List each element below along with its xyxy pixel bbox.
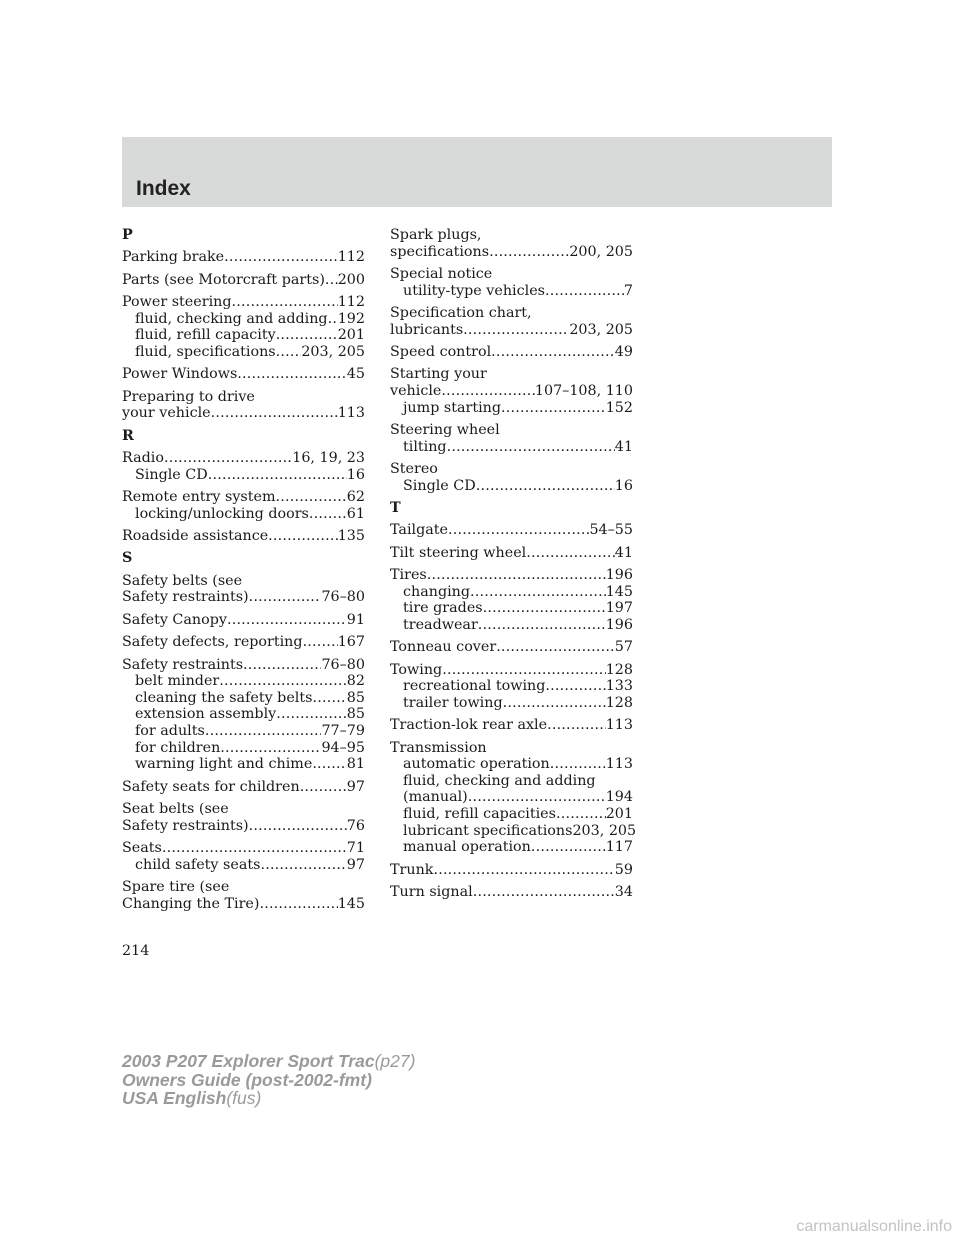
page-reference: 97: [346, 856, 365, 873]
entry-text: for adults: [135, 723, 205, 739]
index-entry-line: [122, 879, 365, 896]
page-reference: 203, 205: [569, 321, 633, 338]
page-reference: 135: [337, 528, 365, 545]
dot-leader: [312, 756, 346, 773]
index-entry-line: [390, 322, 633, 339]
index-entry-line: [390, 461, 633, 478]
page-reference: 16: [614, 477, 633, 494]
page-reference: 203, 205: [572, 822, 637, 839]
dot-leader: [208, 467, 347, 484]
index-entry-line: [390, 522, 633, 539]
page-reference: 81: [346, 756, 365, 773]
dot-leader: [489, 244, 569, 261]
index-entry-line: [122, 489, 365, 506]
page-reference: 57: [614, 639, 633, 656]
page-number: 214: [122, 943, 150, 959]
index-subentry: [390, 400, 633, 417]
index-entry: [390, 344, 633, 361]
index-entry-line: [390, 366, 633, 383]
page-reference: 201: [337, 327, 365, 344]
entry-text: Safety belts (see: [122, 572, 243, 589]
entry-text: lubricant specifications: [403, 822, 573, 839]
entry-text: fluid, refill capacity: [135, 327, 276, 344]
page-reference: 7: [623, 282, 633, 299]
entry-text: fluid, checking and adding: [403, 772, 596, 789]
index-entry-line: [390, 422, 633, 439]
page-reference: 82: [346, 673, 365, 690]
entry-text: Speed control: [390, 343, 492, 360]
index-entry: [390, 545, 633, 562]
entry-text: tilting: [403, 438, 447, 455]
section-letter: S: [122, 550, 133, 567]
dot-leader: [224, 249, 338, 266]
entry-text: Roadside assistance: [122, 528, 269, 545]
index-subentry: [390, 439, 633, 456]
index-entry: [122, 249, 365, 266]
index-subentry: [122, 673, 365, 690]
index-entry-line: [122, 294, 365, 311]
page-reference: 196: [605, 567, 633, 584]
page-reference: 152: [605, 399, 633, 416]
entry-text: Power Windows: [122, 366, 238, 383]
index-entry: [122, 657, 365, 773]
index-subentry: [122, 740, 365, 757]
index-entry: [390, 567, 633, 633]
dot-leader: [545, 678, 605, 695]
entry-text: Single CD: [135, 466, 208, 483]
index-entry: [122, 573, 365, 606]
entry-text: Spare tire (see: [122, 878, 230, 895]
entry-text: Specification chart,: [390, 304, 532, 321]
entry-text: Transmission: [390, 739, 487, 756]
page-reference: 85: [346, 706, 365, 723]
dot-leader: [547, 717, 606, 734]
page-reference: 76–80: [321, 589, 365, 606]
index-entry: [390, 366, 633, 416]
dot-leader: [325, 272, 338, 289]
footer-model: 2003 P207 Explorer Sport Trac: [122, 1051, 375, 1071]
index-subentry: [390, 283, 633, 300]
index-entry: [390, 739, 637, 856]
dot-leader: [501, 400, 606, 417]
index-entry-line: [390, 740, 633, 757]
dot-leader: [447, 439, 615, 456]
entry-text: automatic operation: [403, 756, 550, 773]
entry-text: Safety defects, reporting: [122, 634, 303, 651]
page-reference: 34: [614, 883, 633, 900]
entry-text: Safety Canopy: [122, 611, 227, 628]
dot-leader: [164, 450, 292, 467]
entry-text: fluid, specifications: [135, 343, 276, 360]
index-subentry: [390, 600, 633, 617]
dot-leader: [243, 657, 321, 674]
index-subentry: [122, 344, 365, 361]
entry-text: fluid, checking and adding: [135, 310, 328, 327]
index-subentry: [122, 756, 365, 773]
page-reference: 94–95: [321, 739, 365, 756]
index-entry: [122, 489, 365, 522]
section-letter: R: [122, 427, 134, 444]
dot-leader: [478, 617, 606, 634]
index-entry: [122, 389, 365, 422]
page-reference: 113: [337, 405, 365, 422]
entry-text: treadwear: [403, 616, 478, 633]
page-reference: 76: [346, 817, 365, 834]
page-reference: 71: [346, 839, 365, 856]
footer-model-code: (p27): [374, 1051, 416, 1071]
entry-text: Turn signal: [390, 883, 473, 900]
index-subentry: [122, 723, 365, 740]
dot-leader: [556, 806, 606, 823]
index-entry: [122, 272, 365, 289]
entry-text: Single CD: [403, 477, 476, 494]
index-entry-line: [122, 272, 365, 289]
index-entry-line: [390, 662, 633, 679]
index-subentry: [390, 678, 633, 695]
page-reference: 113: [605, 756, 633, 773]
index-entry-line: [390, 383, 633, 400]
index-entry-line: [122, 801, 365, 818]
entry-text: belt minder: [135, 673, 220, 690]
entry-text: Tires: [390, 567, 427, 584]
index-entry-line: [122, 528, 365, 545]
index-entry: [390, 461, 633, 494]
index-entry-line: [122, 818, 365, 835]
entry-text: Trunk: [390, 861, 434, 878]
dot-leader: [237, 366, 347, 383]
dot-leader: [427, 567, 606, 584]
entry-text: lubricants: [390, 321, 464, 338]
footer: [122, 1052, 415, 1108]
index-entry: [122, 801, 365, 834]
index-entry-line: [122, 634, 365, 651]
index-entry-line: [122, 896, 365, 913]
index-subentry: [390, 756, 633, 773]
page-reference: 41: [614, 544, 633, 561]
index-subentry: [122, 467, 365, 484]
entry-text: Spark plugs,: [390, 227, 482, 243]
index-entry: [122, 528, 365, 545]
section-letter: T: [390, 499, 401, 516]
entry-text: Parking brake: [122, 249, 225, 266]
entry-text: specifications: [390, 243, 490, 260]
dot-leader: [260, 857, 346, 874]
entry-text: Tailgate: [390, 522, 448, 539]
footer-line-3: [122, 1089, 415, 1108]
entry-text: Safety restraints): [122, 589, 249, 606]
dot-leader: [550, 756, 606, 773]
index-entry-line: [390, 639, 633, 656]
footer-language: USA English: [122, 1088, 227, 1109]
section-letter: P: [122, 227, 133, 243]
page-reference: 16: [346, 466, 365, 483]
dot-leader: [470, 584, 606, 601]
dot-leader: [232, 294, 338, 311]
dot-leader: [276, 489, 347, 506]
page-reference: 196: [605, 616, 633, 633]
page-reference: 112: [337, 249, 365, 266]
dot-leader: [491, 344, 615, 361]
watermark: carmanualsonline.info: [796, 1218, 952, 1235]
index-entry-line: [122, 249, 365, 266]
entry-text: for children: [135, 739, 221, 756]
dot-leader: [268, 528, 338, 545]
entry-text: fluid, refill capacities: [403, 805, 556, 822]
index-entry-line: [122, 573, 365, 590]
index-entry-line: [390, 244, 633, 261]
index-subentry: [390, 478, 633, 495]
entry-text: warning light and chime: [135, 756, 313, 773]
dot-leader: [468, 789, 606, 806]
entry-text: vehicle: [390, 382, 442, 399]
dot-leader: [303, 634, 338, 651]
entry-text: (manual): [403, 789, 468, 806]
dot-leader: [483, 600, 606, 617]
dot-leader: [312, 690, 346, 707]
index-entry: [390, 884, 633, 901]
index-subentry: [390, 839, 633, 856]
entry-text: Starting your: [390, 366, 487, 383]
dot-leader: [473, 884, 615, 901]
entry-text: Safety restraints: [122, 656, 244, 673]
page-reference: 167: [337, 634, 365, 651]
footer-line-2: [122, 1071, 415, 1090]
entry-text: Preparing to drive: [122, 388, 255, 405]
index-entry: [390, 227, 633, 260]
dot-leader: [162, 840, 347, 857]
dot-leader: [205, 723, 322, 740]
header-band: [122, 137, 832, 207]
entry-text: manual operation: [403, 839, 531, 856]
index-entry: [122, 634, 365, 651]
dot-leader: [531, 839, 606, 856]
index-subentry: [390, 822, 637, 840]
dot-leader: [433, 862, 614, 879]
index-entry: [390, 662, 633, 712]
page-reference: 62: [346, 489, 365, 506]
dot-leader: [441, 383, 535, 400]
footer-line-1: [122, 1052, 415, 1071]
index-subentry: [122, 327, 365, 344]
index-entry: [390, 717, 633, 734]
page-reference: 200, 205: [569, 243, 633, 260]
dot-leader: [476, 478, 615, 495]
dot-leader: [463, 322, 569, 339]
index-subentry: [122, 506, 365, 523]
index-entry-line: [390, 862, 633, 879]
index-entry: [390, 522, 633, 539]
page-reference: 76–80: [321, 656, 365, 673]
index-subentry: [390, 584, 633, 601]
page-reference: 112: [337, 294, 365, 311]
footer-guide: Owners Guide (post-2002-fmt): [122, 1069, 372, 1090]
entry-text: cleaning the safety belts: [135, 689, 313, 706]
page-reference: 203, 205: [301, 343, 365, 360]
index-entry: [390, 266, 633, 299]
entry-text: Seats: [122, 839, 162, 856]
index-entry: [122, 450, 365, 483]
entry-text: jump starting: [403, 399, 502, 416]
dot-leader: [219, 673, 347, 690]
page-reference: 197: [605, 600, 633, 617]
dot-leader: [220, 740, 321, 757]
page-reference: 59: [614, 861, 633, 878]
index-entry: [122, 879, 365, 912]
entry-text: Traction-lok rear axle: [390, 717, 548, 734]
index-entry-line: [390, 266, 633, 283]
index-entry-line: [122, 657, 365, 674]
entry-text: Special notice: [390, 265, 493, 282]
entry-text: Radio: [122, 450, 164, 467]
entry-text: utility-type vehicles: [403, 282, 545, 299]
index-subentry: [122, 706, 365, 723]
page-reference: 145: [605, 583, 633, 600]
entry-text: trailer towing: [403, 694, 503, 711]
dot-leader: [309, 506, 347, 523]
page-reference: 128: [605, 694, 633, 711]
page-reference: 128: [605, 661, 633, 678]
dot-leader: [300, 779, 347, 796]
index-entry-line: [390, 344, 633, 361]
index-entry-line: [390, 227, 633, 244]
entry-text: Remote entry system: [122, 489, 276, 506]
index-entry: [122, 294, 365, 360]
footer-language-code: (fus): [226, 1088, 262, 1109]
dot-leader: [259, 896, 337, 913]
index-entry-line: [122, 389, 365, 406]
dot-leader: [276, 344, 302, 361]
page-reference: 91: [346, 611, 365, 628]
index-subentry: [390, 806, 633, 823]
index-column-right: [390, 227, 637, 906]
index-subentry: [122, 857, 365, 874]
dot-leader: [249, 589, 322, 606]
index-entry-line: [122, 405, 365, 422]
page-reference: 133: [605, 678, 633, 695]
entry-text: changing: [403, 583, 471, 600]
index-subentry: [122, 311, 365, 328]
index-entry-line: [122, 366, 365, 383]
dot-leader: [503, 695, 606, 712]
dot-leader: [276, 706, 347, 723]
page-reference: 85: [346, 689, 365, 706]
dot-leader: [328, 311, 338, 328]
page-reference: 41: [614, 438, 633, 455]
dot-leader: [227, 612, 347, 629]
index-subentry: [390, 695, 633, 712]
dot-leader: [526, 545, 615, 562]
dot-leader: [545, 283, 624, 300]
page-reference: 201: [605, 805, 633, 822]
page-reference: 194: [605, 789, 633, 806]
entry-text: Power steering: [122, 294, 232, 311]
index-entry-line: [122, 779, 365, 796]
entry-text: Steering wheel: [390, 421, 500, 438]
index-entry: [390, 862, 633, 879]
entry-text: Tonneau cover: [390, 639, 497, 656]
index-entry: [390, 639, 633, 656]
entry-text: Parts (see Motorcraft parts): [122, 271, 325, 288]
index-subentry: [390, 789, 633, 806]
index-entry: [122, 779, 365, 796]
index-entry: [122, 840, 365, 873]
page-reference: 200: [337, 271, 365, 288]
dot-leader: [276, 327, 338, 344]
dot-leader: [442, 662, 606, 679]
entry-text: recreational towing: [403, 678, 546, 695]
entry-text: Safety seats for children: [122, 778, 300, 795]
entry-text: Towing: [390, 661, 443, 678]
index-entry-line: [122, 450, 365, 467]
page-reference: 192: [337, 310, 365, 327]
page-reference: 45: [346, 366, 365, 383]
entry-text: tire grades: [403, 600, 483, 617]
page-reference: 107–108, 110: [534, 382, 633, 399]
page-reference: 49: [614, 343, 633, 360]
index-entry-line: [122, 840, 365, 857]
index-entry-line: [390, 545, 633, 562]
index-entry: [390, 305, 633, 338]
entry-text: Tilt steering wheel: [390, 544, 527, 561]
page-reference: 54–55: [589, 522, 633, 539]
page-reference: 117: [605, 839, 633, 856]
index-entry-line: [122, 589, 365, 606]
index-subentry: [390, 773, 633, 790]
index-subentry: [390, 617, 633, 634]
page-reference: 16, 19, 23: [292, 450, 365, 467]
index-entry: [122, 612, 365, 629]
entry-text: child safety seats: [135, 856, 261, 873]
index-entry: [390, 422, 633, 455]
entry-text: Safety restraints): [122, 817, 249, 834]
index-entry: [122, 366, 365, 383]
index-subentry: [122, 690, 365, 707]
index-entry-line: [390, 884, 633, 901]
dot-leader: [448, 522, 589, 539]
entry-text: extension assembly: [135, 706, 277, 723]
page-title: Index: [136, 177, 191, 200]
index-entry-line: [122, 612, 365, 629]
page-reference: 145: [337, 895, 365, 912]
entry-text: locking/unlocking doors: [135, 505, 309, 522]
index-column-left: [122, 227, 365, 918]
entry-text: Stereo: [390, 460, 438, 477]
page-reference: 97: [346, 778, 365, 795]
page-reference: 61: [346, 505, 365, 522]
page-reference: 113: [605, 717, 633, 734]
index-entry-line: [390, 567, 633, 584]
page-reference: 77–79: [321, 723, 365, 739]
entry-text: Changing the Tire): [122, 895, 260, 912]
dot-leader: [496, 639, 615, 656]
index-entry-line: [390, 717, 633, 734]
index-entry-line: [390, 305, 633, 322]
entry-text: your vehicle: [122, 405, 211, 422]
entry-text: Seat belts (see: [122, 800, 229, 817]
dot-leader: [249, 818, 347, 835]
dot-leader: [211, 405, 338, 422]
